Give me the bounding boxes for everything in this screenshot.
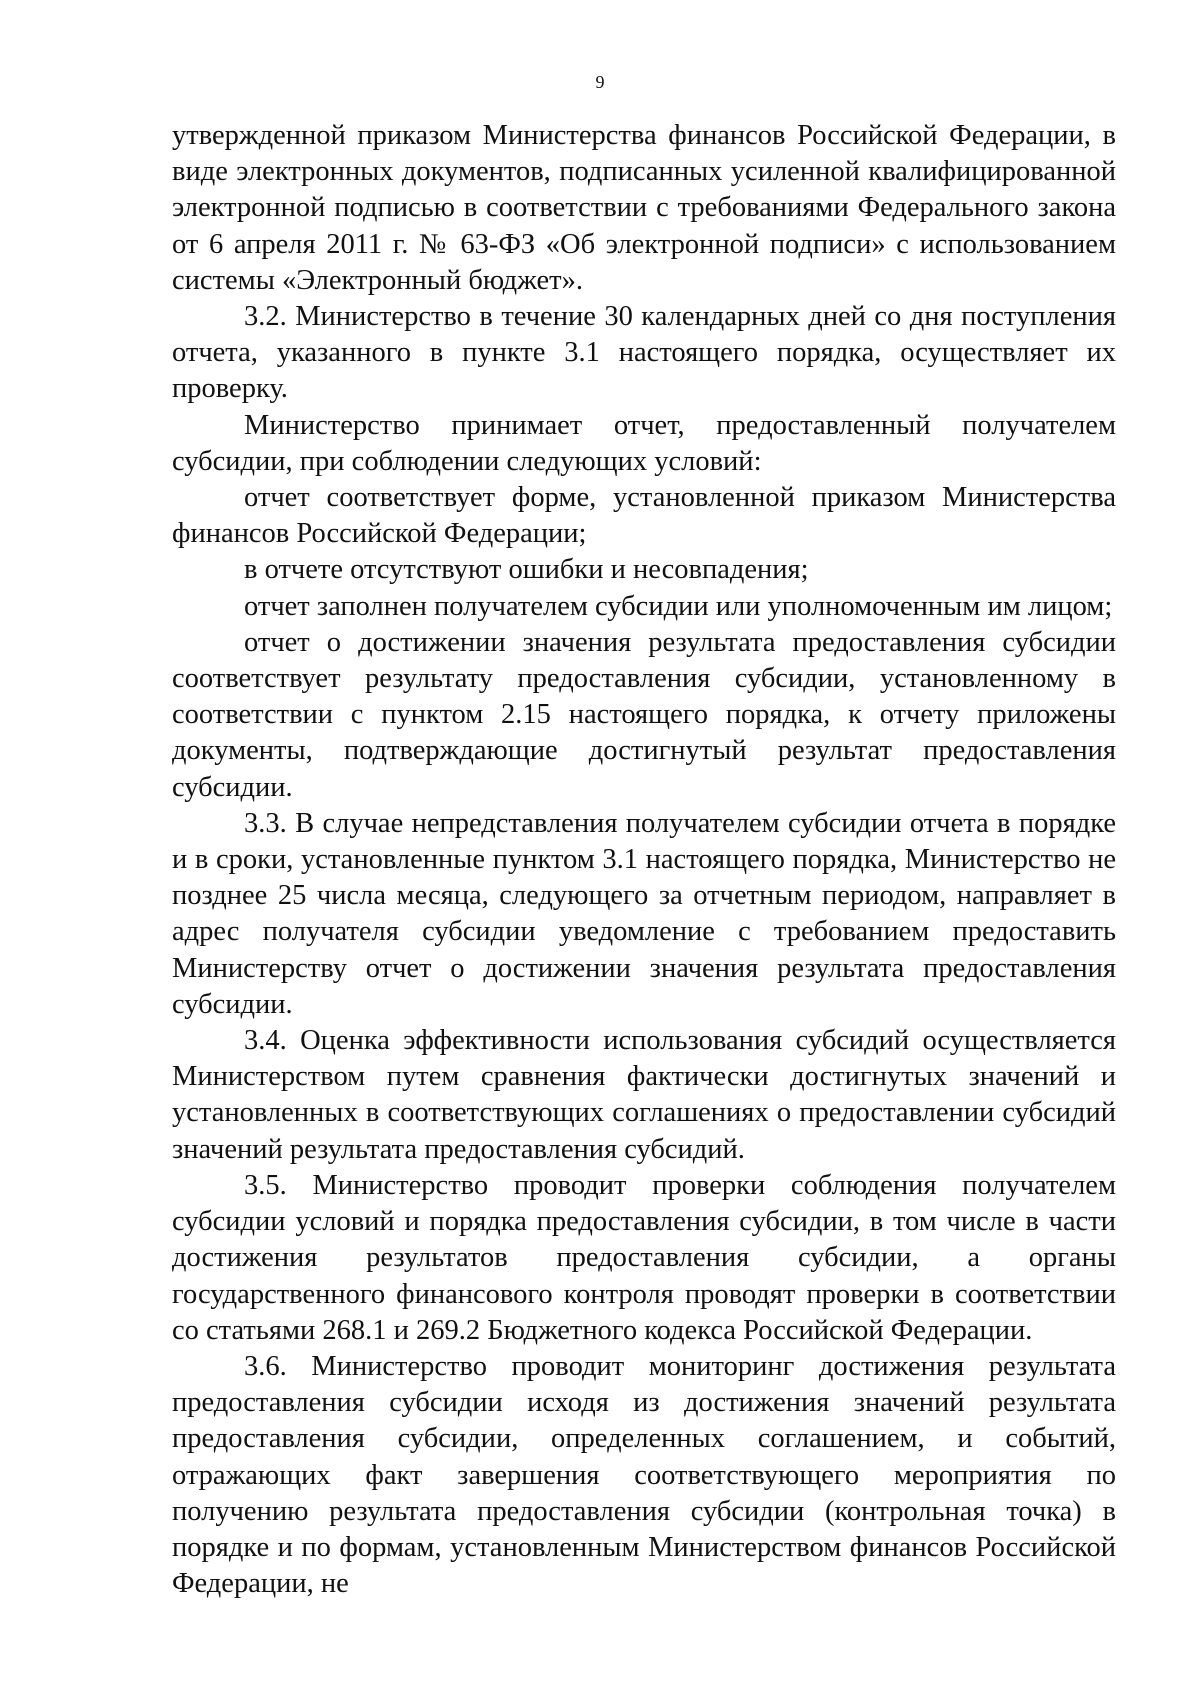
- condition-form: отчет соответствует форме, установленной приказом Министерства финансов Российской Федерации;: [172, 482, 1116, 550]
- condition-no-errors: в отчете отсутствуют ошибки и несовпадения;: [244, 554, 809, 586]
- paragraph-3-4: 3.4. Оценка эффективности использования субсидий осуществляется Министерством путем сравнения фактически достигнутых значений и установленных в соответствующих соглашениях о предоставлении субсидий значений результата предоставления субсидий.: [172, 1025, 1116, 1165]
- condition-result-match: отчет о достижении значения результата предоставления субсидии соответствует результату предоставления субсидии, установленному в соответствии с пунктом 2.15 настоящего порядка, к отчету приложены документы, подтверждающие достигнутый результат предоставления субсидии.: [172, 626, 1116, 803]
- paragraph-1: утвержденной приказом Министерства финансов Российской Федерации, в виде электронных документов, подписанных усиленной квалифицированной электронной подписью в соответствии с требованиями Федерального закона от 6 апреля 2011 г. № 63-ФЗ «Об электронной подписи» с использованием системы «Электронный бюджет».: [172, 120, 1116, 296]
- condition-filled-by: отчет заполнен получателем субсидии или уполномоченным им лицом;: [244, 590, 1113, 622]
- document-body: [172, 118, 1116, 1602]
- paragraph-3-2: 3.2. Министерство в течение 30 календарных дней со дня поступления отчета, указанного в пункте 3.1 настоящего порядка, осуществляет их проверку.: [172, 301, 1116, 405]
- paragraph-acceptance-conditions: Министерство принимает отчет, предоставленный получателем субсидии, при соблюдении следующих условий:: [172, 409, 1116, 477]
- paragraph-3-5: 3.5. Министерство проводит проверки соблюдения получателем субсидии условий и порядка предоставления субсидии, в том числе в части достижения результатов предоставления субсидии, а органы государственного финансового контроля проводят проверки в соответствии со статьями 268.1 и 269.2 Бюджетного кодекса Российской Федерации.: [172, 1169, 1116, 1346]
- paragraph-3-3: 3.3. В случае непредставления получателем субсидии отчета в порядке и в сроки, установленные пунктом 3.1 настоящего порядка, Министерство не позднее 25 числа месяца, следующего за отчетным периодом, направляет в адрес получателя субсидии уведомление с требованием предоставить Министерству отчет о достижении значения результата предоставления субсидии.: [172, 807, 1116, 1020]
- paragraph-3-6: 3.6. Министерство проводит мониторинг достижения результата предоставления субсидии исходя из достижения значений результата предоставления субсидии, определенных соглашением, и событий, отражающих факт завершения соответствующего мероприятия по получению результата предоставления субсидии (контрольная точка) в порядке и по формам, установленным Министерством финансов Российской Федерации, не: [172, 1350, 1116, 1600]
- page-number: 9: [595, 72, 605, 92]
